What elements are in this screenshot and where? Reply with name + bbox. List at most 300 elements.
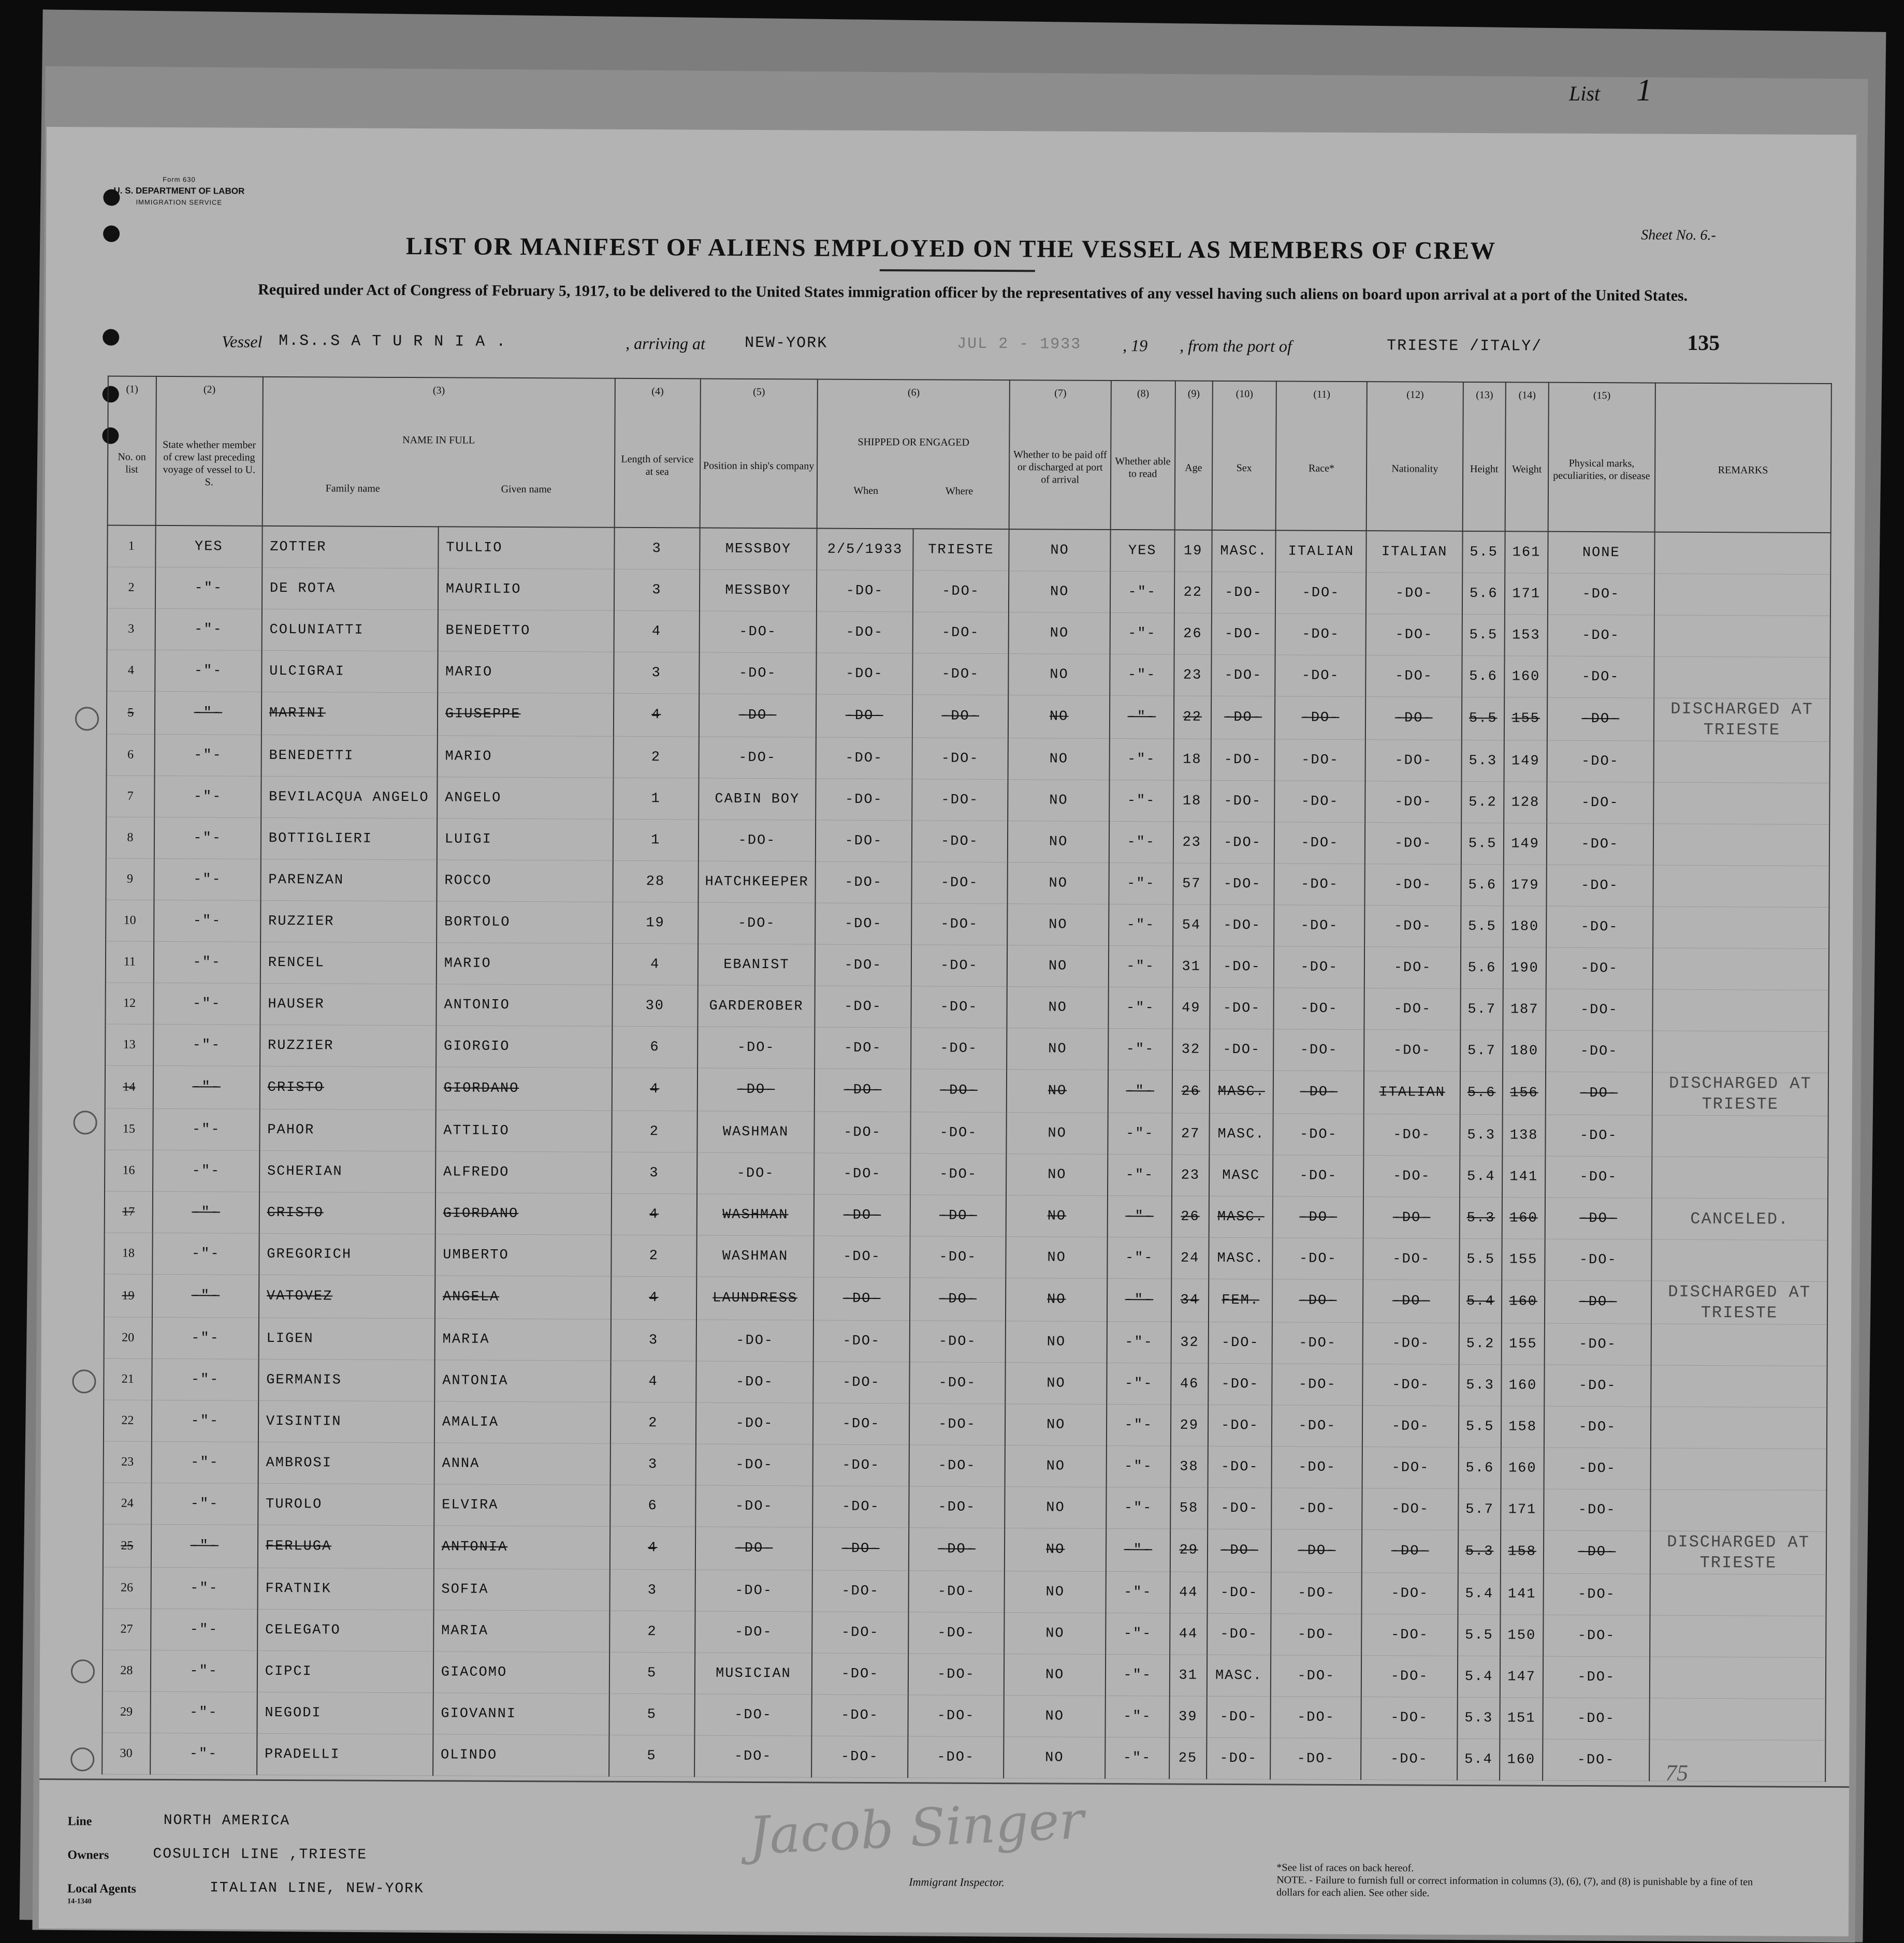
cell-height: 5.6	[1460, 1071, 1503, 1114]
cell-family: VATOVEZ	[259, 1275, 435, 1318]
cell-family: BENEDETTI	[261, 735, 437, 777]
cell-sex: -DO-	[1210, 946, 1274, 988]
cell-prev: -"-	[152, 1317, 258, 1359]
cell-marks: -DO-	[1548, 573, 1654, 615]
cell-prev: -"-	[150, 1733, 257, 1775]
cell-given: MARIO	[437, 943, 613, 985]
cell-read: -"-	[1110, 571, 1174, 613]
col-paid-off: Whether to be paid off or discharged at port of arrival	[1009, 405, 1111, 530]
cell-service: 5	[609, 1735, 694, 1777]
cell-sex: MASC.	[1209, 1237, 1273, 1279]
cell-height: 5.5	[1462, 614, 1505, 655]
cell-no: 4	[107, 650, 155, 691]
cell-where: -DO-	[912, 695, 1009, 738]
cell-where: -DO-	[909, 1321, 1006, 1363]
cell-age: 18	[1173, 739, 1211, 780]
cell-given: MARIO	[437, 736, 613, 778]
cell-marks: -DO-	[1547, 656, 1654, 698]
cell-marks: -DO-	[1545, 1072, 1652, 1115]
cell-no: 12	[105, 983, 153, 1024]
cell-race: -DO-	[1271, 1697, 1361, 1739]
cell-no: 28	[103, 1650, 151, 1691]
cell-prev: -"-	[155, 691, 261, 735]
cell-when: -DO-	[814, 1153, 910, 1195]
cell-remarks	[1653, 741, 1830, 783]
cell-position: -DO-	[698, 902, 816, 944]
cell-where: -DO-	[908, 1695, 1004, 1737]
cell-race: -DO-	[1274, 864, 1365, 905]
cell-paid: NO	[1009, 529, 1111, 571]
cell-remarks	[1650, 1489, 1827, 1531]
cell-paid: NO	[1008, 863, 1109, 904]
cell-sex: -DO-	[1211, 613, 1275, 655]
cell-nat: -DO-	[1365, 864, 1461, 906]
cell-remarks	[1654, 656, 1830, 698]
cell-position: WASHMAN	[696, 1235, 814, 1277]
cell-nat: -DO-	[1363, 1156, 1460, 1197]
cell-marks: -DO-	[1545, 1280, 1651, 1324]
cell-weight: 149	[1504, 740, 1547, 782]
cell-family: CELEGATO	[257, 1609, 433, 1651]
cell-where: -DO-	[909, 1362, 1006, 1404]
cell-age: 31	[1169, 1655, 1207, 1696]
cell-when: -DO-	[817, 570, 913, 612]
cell-race: -DO-	[1274, 988, 1364, 1030]
cell-service: 3	[614, 528, 700, 569]
cell-service: 28	[613, 860, 698, 902]
cell-nat: -DO-	[1362, 1530, 1458, 1573]
cell-where: -DO-	[911, 862, 1008, 904]
table-row	[105, 1108, 1828, 1158]
cell-where: -DO-	[908, 1571, 1005, 1613]
cell-marks: -DO-	[1544, 1323, 1651, 1365]
cell-prev: YES	[155, 525, 262, 567]
col-read: Whether able to read	[1111, 406, 1175, 530]
cell-sex: -DO-	[1207, 1613, 1271, 1655]
cell-height: 5.3	[1460, 1114, 1503, 1156]
cell-read: -"-	[1109, 821, 1173, 863]
cell-when: -DO-	[815, 903, 911, 945]
cell-age: 24	[1171, 1237, 1209, 1279]
punch-hole	[74, 1111, 97, 1134]
cell-paid: NO	[1005, 1363, 1107, 1405]
cell-weight: 190	[1503, 947, 1546, 989]
cell-no: 6	[107, 734, 155, 776]
cell-where: -DO-	[913, 571, 1009, 612]
cell-remarks: DISCHARGED AT TRIESTE	[1652, 1072, 1829, 1116]
cell-no: 23	[104, 1441, 152, 1483]
cell-no: 10	[106, 900, 154, 941]
cell-nat: -DO-	[1365, 781, 1462, 823]
cell-sex: -DO-	[1210, 904, 1274, 946]
cell-no: 14	[105, 1065, 153, 1108]
inspector-signature: Jacob Singer	[747, 1789, 1085, 1866]
cell-height: 5.6	[1462, 655, 1505, 697]
cell-position: LAUNDRESS	[696, 1277, 814, 1320]
cell-service: 4	[613, 943, 698, 985]
cell-height: 5.5	[1462, 697, 1505, 740]
table-row	[105, 1065, 1828, 1116]
cell-when: -DO-	[816, 737, 912, 779]
cell-age: 26	[1171, 1196, 1209, 1237]
cell-family: RUZZIER	[260, 1025, 436, 1067]
cell-position: EBANIST	[697, 944, 815, 986]
sheet-number: Sheet No. 6.-	[1641, 227, 1716, 244]
col-remarks: REMARKS	[1654, 408, 1831, 533]
cell-height: 5.5	[1459, 1238, 1502, 1280]
cell-race: -DO-	[1273, 1155, 1363, 1197]
cell-race: -DO-	[1275, 739, 1365, 781]
cell-position: -DO-	[696, 1361, 813, 1403]
cell-no: 11	[106, 941, 154, 983]
cell-no: 15	[105, 1108, 153, 1150]
cell-where: -DO-	[910, 1069, 1007, 1113]
cell-race: -DO-	[1271, 1572, 1362, 1614]
cell-paid: NO	[1007, 987, 1109, 1029]
cell-nat: -DO-	[1366, 614, 1462, 656]
cell-paid: NO	[1007, 1028, 1108, 1070]
cell-sex: -DO-	[1208, 1529, 1272, 1572]
cell-service: 1	[613, 819, 699, 861]
cell-race: -DO-	[1273, 1071, 1364, 1114]
cell-sex: MASC.	[1209, 1113, 1273, 1155]
cell-no: 21	[104, 1358, 152, 1400]
cell-age: 29	[1170, 1529, 1207, 1572]
cell-when: -DO-	[816, 820, 912, 862]
col-race: Race*	[1276, 406, 1367, 531]
cell-when: -DO-	[815, 986, 911, 1028]
cell-prev: -"-	[151, 1609, 257, 1650]
cell-where: -DO-	[912, 821, 1008, 863]
cell-nat: ITALIAN	[1364, 1071, 1460, 1115]
cell-remarks	[1653, 948, 1829, 990]
cell-race: -DO-	[1272, 1322, 1363, 1364]
cell-prev: -"-	[151, 1567, 257, 1609]
cell-paid: NO	[1008, 738, 1110, 780]
cell-nat: -DO-	[1361, 1656, 1458, 1698]
table-row	[103, 1524, 1826, 1575]
col-name: NAME IN FULL Family name Given name	[262, 402, 615, 528]
cell-read: -"-	[1110, 612, 1174, 654]
cell-race: -DO-	[1275, 613, 1366, 655]
cell-nat: -DO-	[1363, 1323, 1459, 1365]
cell-weight: 149	[1504, 823, 1547, 865]
cell-where: -DO-	[910, 1278, 1006, 1321]
cell-prev: -"-	[152, 1191, 259, 1233]
cell-family: CRISTO	[259, 1192, 435, 1234]
cell-service: 2	[613, 736, 699, 778]
cell-weight: 158	[1501, 1406, 1544, 1448]
table-row	[106, 858, 1829, 908]
from-port: TRIESTE /ITALY/	[1387, 337, 1543, 356]
cell-read: -"-	[1110, 695, 1174, 739]
cell-remarks: CANCELED.	[1651, 1198, 1828, 1240]
cell-service: 3	[611, 1319, 696, 1361]
cell-paid: NO	[1007, 1113, 1108, 1155]
cell-remarks	[1654, 532, 1831, 575]
cell-when: -DO-	[816, 694, 912, 738]
cell-race: -DO-	[1274, 946, 1364, 988]
cell-height: 5.3	[1461, 740, 1504, 781]
cell-marks: -DO-	[1546, 906, 1653, 948]
cell-paid: NO	[1004, 1654, 1106, 1696]
cell-read: -"-	[1107, 1237, 1171, 1279]
cell-remarks	[1652, 1115, 1828, 1157]
cell-prev: -"-	[154, 776, 261, 817]
cell-age: 38	[1170, 1446, 1208, 1487]
cell-age: 54	[1173, 904, 1210, 946]
cell-race: -DO-	[1275, 781, 1365, 823]
cell-weight: 171	[1505, 573, 1548, 615]
cell-age: 44	[1170, 1572, 1207, 1613]
cell-age: 31	[1172, 946, 1210, 987]
cell-nat: -DO-	[1362, 1573, 1458, 1615]
cell-read: -"-	[1109, 780, 1173, 822]
cell-position: -DO-	[699, 652, 817, 694]
cell-no: 19	[104, 1274, 152, 1317]
cell-marks: -DO-	[1544, 1406, 1651, 1448]
cell-service: 2	[612, 1111, 697, 1152]
cell-nat: -DO-	[1365, 697, 1462, 740]
cell-when: -DO-	[813, 1486, 909, 1528]
cell-position: -DO-	[697, 1152, 815, 1194]
cell-remarks	[1651, 1407, 1827, 1449]
cell-read: -"-	[1105, 1737, 1169, 1779]
cell-height: 5.3	[1457, 1697, 1500, 1739]
cell-nat: -DO-	[1361, 1739, 1458, 1780]
cell-weight: 138	[1503, 1115, 1546, 1156]
cell-when: -DO-	[812, 1694, 908, 1736]
cell-race: -DO-	[1275, 572, 1366, 614]
cell-age: 46	[1171, 1363, 1208, 1405]
cell-weight: 180	[1503, 906, 1546, 947]
cell-read: -"-	[1109, 904, 1173, 946]
cell-weight: 155	[1502, 1323, 1545, 1365]
agency-header: Form 630 U. S. DEPARTMENT OF LABOR IMMIGRATION SERVICE	[113, 175, 245, 207]
cell-height: 5.4	[1458, 1656, 1501, 1697]
punch-hole	[72, 1369, 96, 1393]
cell-read: -"-	[1108, 1070, 1172, 1113]
cell-prev: -"-	[154, 858, 260, 900]
table-row	[107, 650, 1830, 699]
cell-family: CRISTO	[260, 1066, 436, 1109]
cell-given: ANGELA	[435, 1276, 611, 1319]
cell-marks: -DO-	[1544, 1365, 1651, 1407]
cell-paid: NO	[1005, 1571, 1106, 1613]
cell-prev: -"-	[155, 567, 262, 609]
cell-no: 26	[103, 1567, 151, 1609]
cell-paid: NO	[1009, 612, 1110, 654]
cell-weight: 141	[1502, 1156, 1545, 1197]
cell-age: 22	[1174, 572, 1212, 613]
cell-family: AMBROSI	[258, 1442, 434, 1484]
cell-when: -DO-	[812, 1612, 908, 1654]
line-value: NORTH AMERICA	[163, 1813, 290, 1830]
page-title: LIST OR MANIFEST OF ALIENS EMPLOYED ON THE VESSEL AS MEMBERS OF CREW	[405, 232, 1496, 265]
cell-nat: -DO-	[1364, 988, 1461, 1030]
cell-when: -DO-	[813, 1403, 909, 1445]
table-row	[103, 1609, 1826, 1658]
manifest-page	[39, 127, 1856, 1936]
cell-height: 5.6	[1461, 864, 1504, 905]
cell-paid: NO	[1005, 1487, 1106, 1529]
cell-no: 30	[102, 1733, 150, 1774]
cell-age: 18	[1173, 780, 1211, 822]
cell-family: FERLUGA	[258, 1525, 434, 1568]
col-height: Height	[1463, 407, 1506, 531]
cell-service: 4	[611, 1193, 696, 1235]
cell-marks: -DO-	[1547, 782, 1653, 824]
cell-family: TUROLO	[258, 1483, 434, 1525]
cell-position: -DO-	[699, 611, 817, 653]
cell-weight: 161	[1505, 531, 1548, 573]
table-row	[104, 1233, 1827, 1282]
cell-weight: 158	[1501, 1530, 1544, 1573]
cell-remarks	[1651, 1365, 1827, 1407]
cell-prev: -"-	[151, 1483, 258, 1525]
cell-age: 23	[1173, 822, 1210, 863]
cell-marks: -DO-	[1544, 1489, 1650, 1531]
cell-given: GIACOMO	[433, 1652, 609, 1693]
cell-sex: -DO-	[1211, 739, 1275, 781]
table-row	[105, 983, 1828, 1032]
cell-read: -"-	[1109, 945, 1173, 987]
cell-where: -DO-	[910, 1153, 1007, 1195]
cell-remarks	[1651, 1239, 1828, 1281]
cell-race: -DO-	[1271, 1655, 1361, 1697]
cell-age: 19	[1174, 530, 1212, 572]
cell-sex: -DO-	[1207, 1696, 1271, 1738]
cell-when: -DO-	[812, 1527, 909, 1571]
cell-paid: NO	[1007, 1070, 1108, 1113]
cell-service: 30	[612, 985, 697, 1027]
cell-position: -DO-	[698, 820, 816, 861]
cell-marks: -DO-	[1544, 1530, 1650, 1574]
cell-race: -DO-	[1273, 1029, 1364, 1071]
cell-paid: NO	[1005, 1528, 1106, 1572]
owners-value: COSULICH LINE ,TRIESTE	[153, 1846, 368, 1863]
cell-paid: NO	[1008, 821, 1109, 863]
cell-position: -DO-	[696, 1320, 813, 1362]
arriving-port: NEW-YORK	[745, 334, 828, 353]
cell-prev: -"-	[152, 1233, 259, 1275]
cell-family: SCHERIAN	[259, 1150, 435, 1192]
cell-given: ANNA	[434, 1443, 610, 1485]
cell-position: -DO-	[694, 1735, 812, 1777]
cell-service: 4	[611, 1276, 696, 1320]
table-row	[104, 1358, 1827, 1408]
cell-service: 3	[609, 1569, 695, 1611]
cell-read: -"-	[1106, 1571, 1170, 1613]
cell-remarks	[1653, 865, 1829, 907]
cell-sex: -DO-	[1211, 696, 1275, 739]
cell-sex: -DO-	[1208, 1405, 1272, 1447]
cell-height: 5.6	[1458, 1447, 1501, 1488]
cell-service: 3	[614, 652, 699, 694]
cell-paid: NO	[1004, 1613, 1106, 1655]
cell-paid: NO	[1004, 1696, 1106, 1737]
cell-remarks	[1654, 574, 1831, 616]
cell-height: 5.5	[1462, 531, 1505, 573]
cell-prev: -"-	[153, 1065, 259, 1109]
cell-read: -"-	[1106, 1654, 1170, 1696]
cell-read: -"-	[1105, 1696, 1169, 1737]
cell-age: 22	[1173, 696, 1211, 739]
cell-no: 7	[106, 776, 154, 817]
cell-position: -DO-	[694, 1694, 812, 1736]
cell-race: -DO-	[1270, 1738, 1361, 1780]
cell-marks: -DO-	[1546, 947, 1653, 989]
cell-age: 49	[1172, 987, 1210, 1029]
cell-read: -"-	[1107, 1363, 1171, 1405]
cell-paid: NO	[1007, 904, 1109, 946]
cell-read: -"-	[1110, 654, 1174, 696]
cell-no: 5	[107, 691, 155, 734]
cell-no: 18	[104, 1233, 152, 1274]
cell-marks: -DO-	[1547, 697, 1654, 741]
cell-read: -"-	[1106, 1613, 1170, 1655]
cell-height: 5.6	[1462, 573, 1505, 614]
cell-given: TULLIO	[438, 527, 614, 569]
cell-height: 5.5	[1461, 823, 1504, 864]
cell-prev: -"-	[152, 1400, 258, 1442]
cell-read: -"-	[1109, 738, 1173, 780]
cell-service: 5	[609, 1693, 694, 1735]
cell-service: 19	[613, 902, 698, 944]
cell-height: 5.4	[1458, 1573, 1501, 1614]
cell-sex: FEM.	[1209, 1279, 1273, 1322]
cell-service: 4	[611, 1361, 696, 1403]
cell-paid: NO	[1006, 1321, 1107, 1363]
cell-nat: -DO-	[1365, 740, 1462, 782]
cell-given: ROCCO	[437, 860, 613, 902]
list-number: List 1	[1569, 73, 1652, 107]
cell-no: 8	[106, 817, 154, 858]
cell-remarks: DISCHARGED AT TRIESTE	[1651, 1281, 1828, 1324]
cell-weight: 160	[1502, 1197, 1545, 1239]
cell-paid: NO	[1006, 1195, 1108, 1237]
cell-when: -DO-	[813, 1362, 910, 1404]
punch-hole	[71, 1659, 95, 1683]
cell-remarks	[1650, 1657, 1826, 1699]
cell-given: MARIO	[438, 651, 614, 693]
cell-no: 2	[107, 567, 155, 608]
table-row	[107, 525, 1830, 575]
cell-race: -DO-	[1273, 1196, 1363, 1238]
cell-age: 23	[1172, 1155, 1209, 1196]
cell-sex: -DO-	[1207, 1572, 1271, 1614]
cell-remarks: DISCHARGED AT TRIESTE	[1654, 698, 1830, 741]
cell-position: HATCHKEEPER	[698, 861, 816, 903]
cell-no: 20	[104, 1317, 152, 1358]
cell-family: ZOTTER	[262, 526, 438, 568]
cell-where: -DO-	[910, 1236, 1006, 1278]
cell-prev: -"-	[154, 734, 261, 776]
cell-nat: -DO-	[1362, 1488, 1459, 1530]
cell-where: -DO-	[912, 738, 1008, 780]
cell-where: -DO-	[909, 1528, 1005, 1571]
cell-nat: -DO-	[1363, 1238, 1460, 1280]
cell-age: 32	[1172, 1029, 1210, 1070]
cell-where: -DO-	[910, 1112, 1007, 1154]
cell-sex: -DO-	[1208, 1363, 1272, 1405]
cell-weight: 160	[1501, 1448, 1544, 1489]
cell-where: -DO-	[909, 1404, 1006, 1445]
cell-where: -DO-	[908, 1612, 1005, 1654]
cell-where: -DO-	[909, 1486, 1005, 1528]
cell-where: -DO-	[912, 779, 1008, 821]
cell-prev: -"-	[152, 1274, 259, 1318]
